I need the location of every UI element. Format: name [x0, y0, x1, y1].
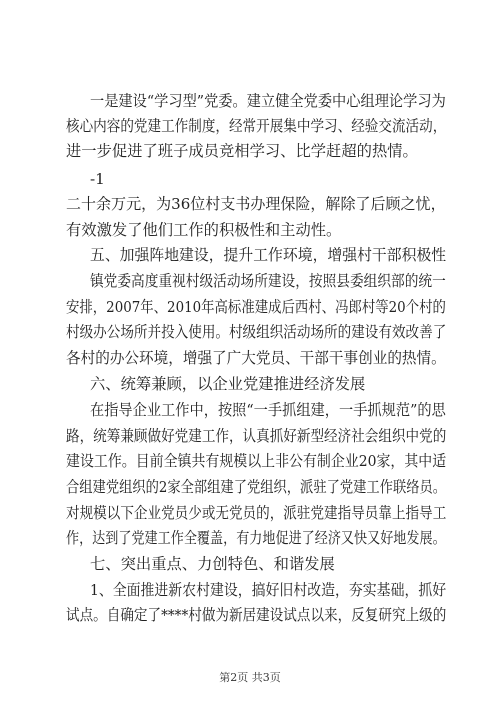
page-marker: -1: [90, 170, 105, 188]
text-line: 安排，2007年、2010年高标准建成后西村、冯郎村等20个村的: [66, 298, 446, 316]
text-line: 试点。自确定了****村做为新居建设试点以来，反复研究上级的: [66, 606, 447, 624]
section-heading: 六、统筹兼顾，以企业党建推进经济发展: [90, 375, 366, 393]
text-line: 在指导企业工作中，按照“一手抓组建，一手抓规范”的思: [90, 401, 446, 419]
text-line: 镇党委高度重视村级活动场所建设，按照县委组织部的统一: [90, 272, 446, 290]
text-line: 合组建党组织的2家全部组建了党组织，派驻了党建工作联络员。: [66, 478, 447, 496]
text-line: 村级办公场所并投入使用。村级组织活动场所的建设有效改善了: [66, 323, 447, 341]
text-line: 作，达到了党建工作全覆盖，有力地促进了经济又快又好地发展。: [66, 529, 446, 547]
text-line: 有效激发了他们工作的积极性和主动性。: [66, 221, 342, 239]
section-heading: 五、加强阵地建设，提升工作环境，增强村干部积极性: [90, 246, 447, 264]
text-line: 1、全面推进新农村建设，搞好旧村改造，夯实基础，抓好: [90, 581, 447, 599]
section-heading: 七、突出重点、力创特色、和谐发展: [90, 555, 335, 573]
page-number: 第2页 共3页: [219, 671, 281, 684]
text-line: 一是建设“学习型”党委。建立健全党委中心组理论学习为: [90, 92, 446, 110]
text-line: 路，统筹兼顾做好党建工作，认真抓好新型经济社会组织中党的: [66, 427, 447, 445]
text-line: 核心内容的党建工作制度，经常开展集中学习、经验交流活动，: [66, 117, 447, 135]
text-line: 对规模以下企业党员少或无党员的，派驻党建指导员靠上指导工: [66, 504, 447, 522]
text-line: 各村的办公环境，增强了广大党员、干部干事创业的热情。: [66, 349, 446, 367]
text-line: 二十余万元，为36位村支书办理保险，解除了后顾之忧，: [66, 195, 446, 213]
text-line: 进一步促进了班子成员竞相学习、比学赶超的热情。: [66, 142, 418, 160]
text-line: 建设工作。目前全镇共有规模以上非公有制企业20家，其中适: [66, 452, 447, 470]
